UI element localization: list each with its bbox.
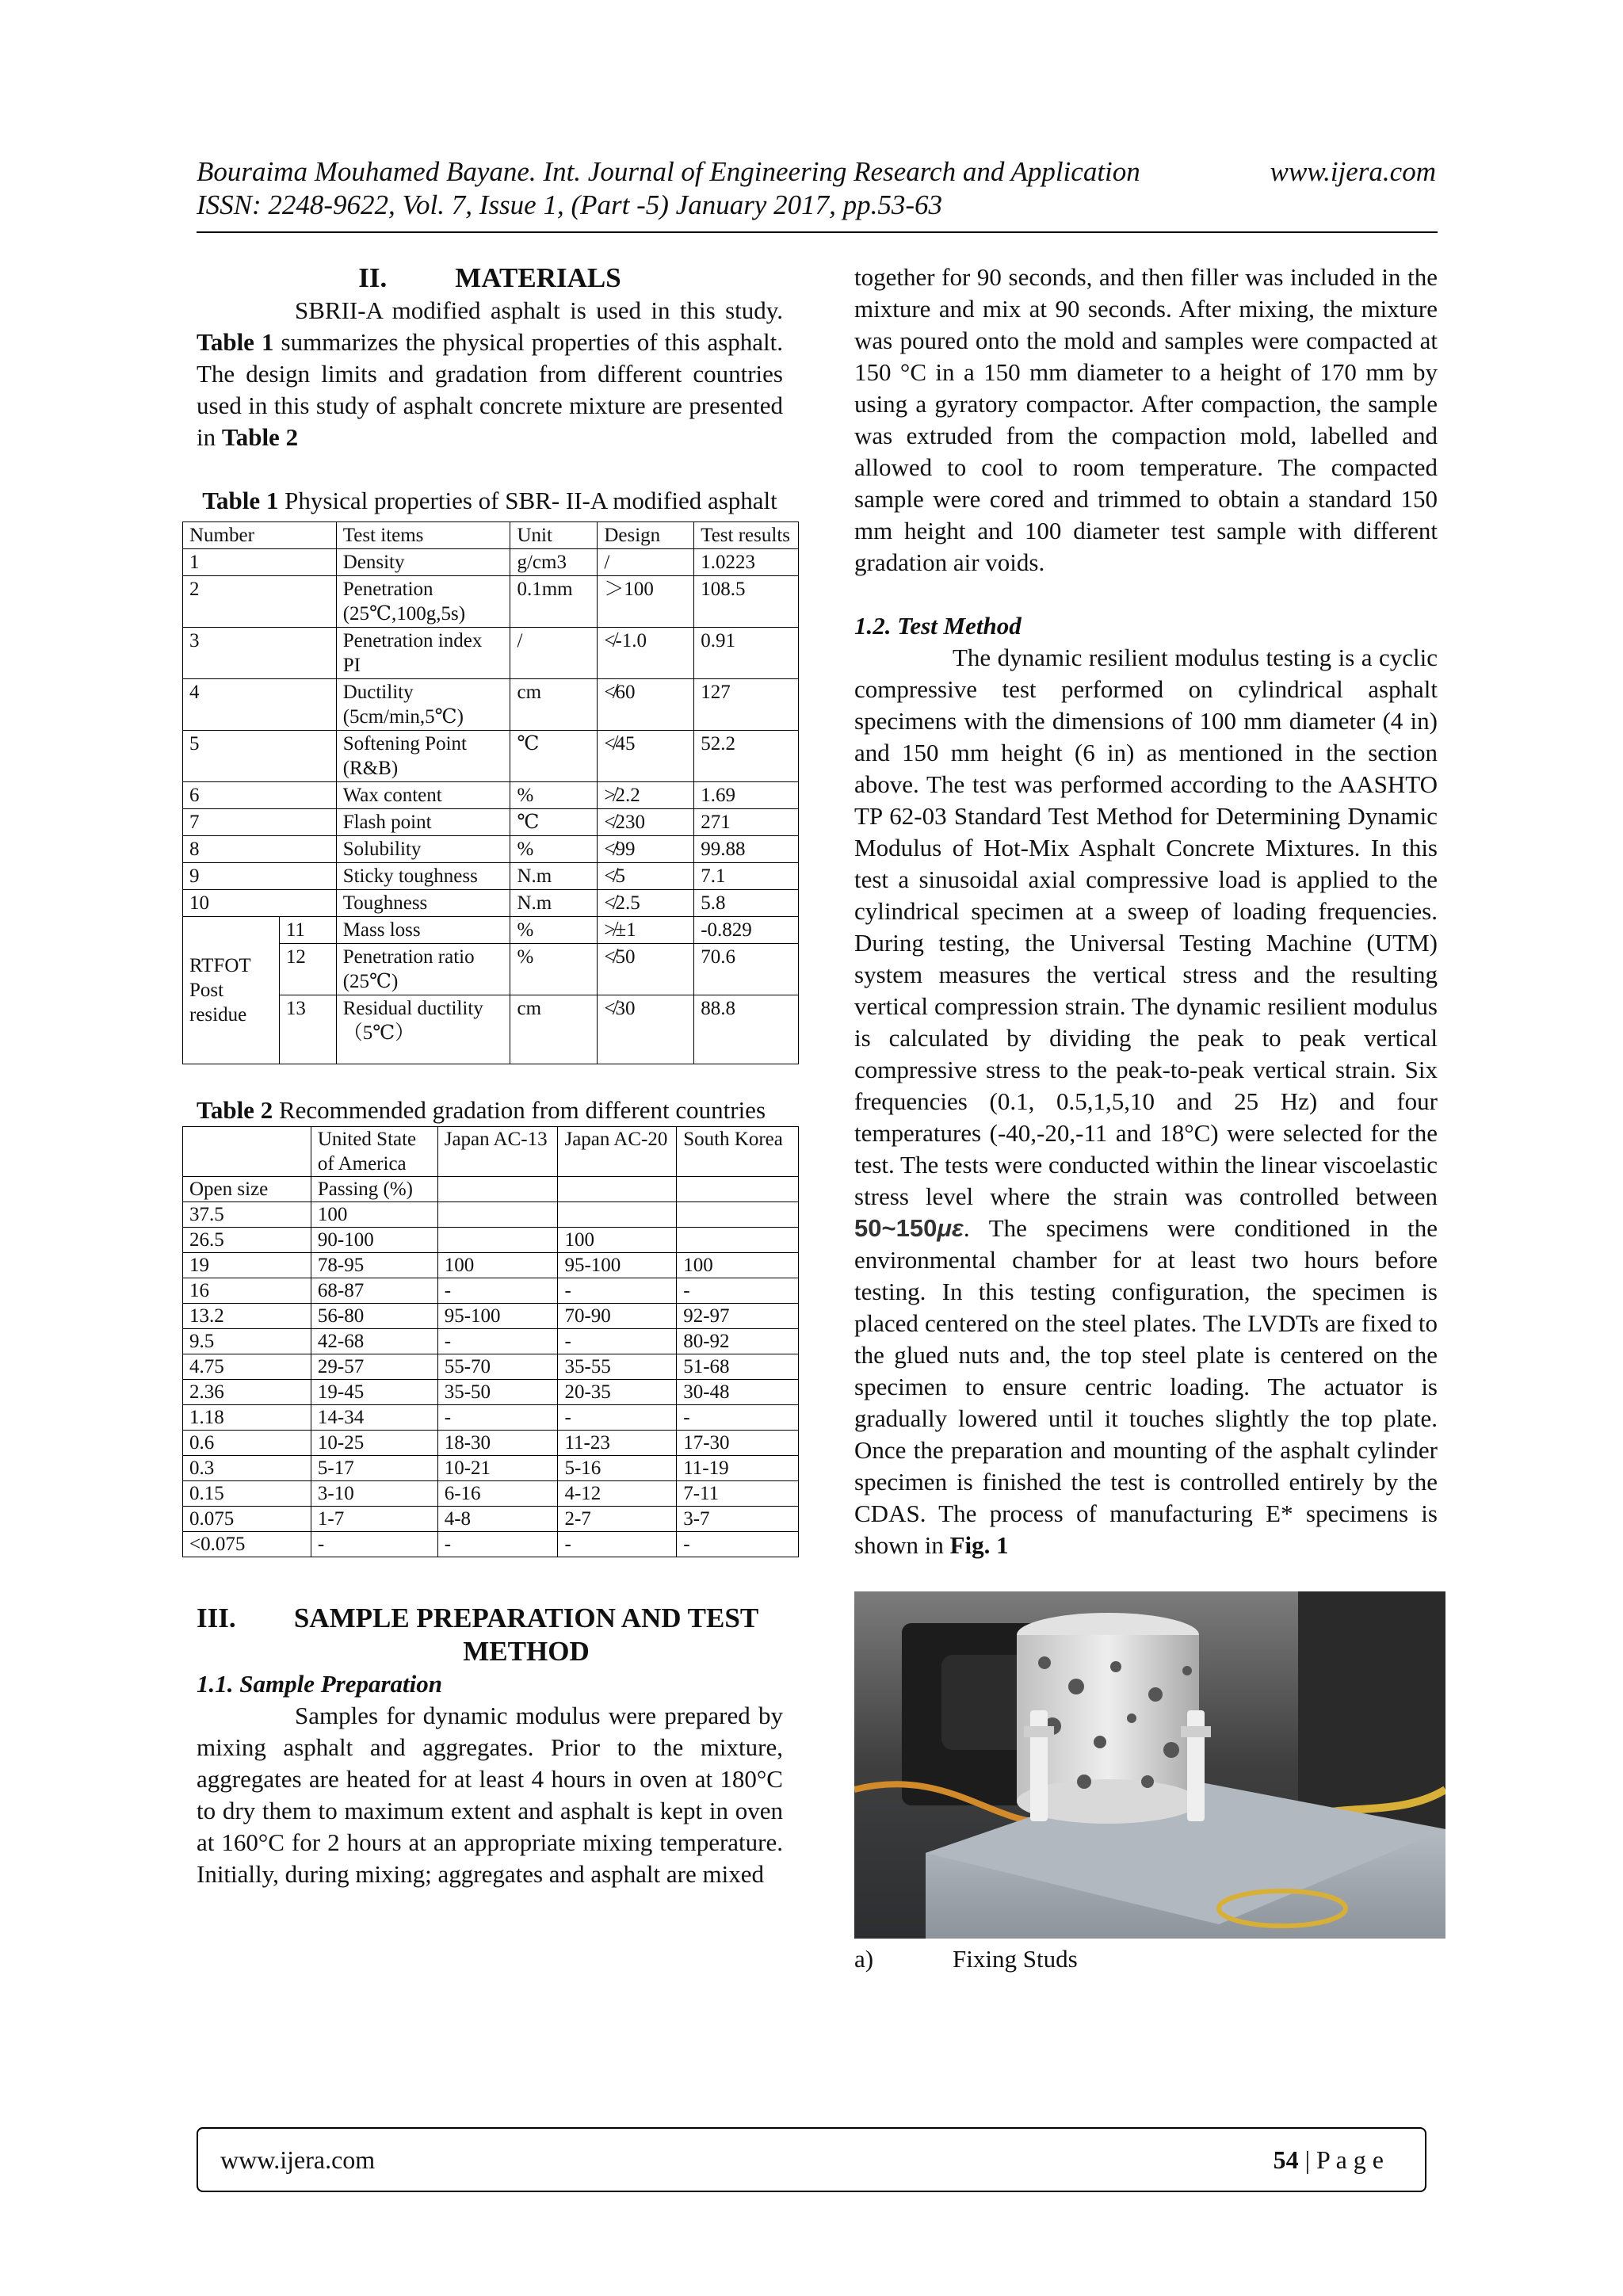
table-row: 5 Softening Point (R&B) ℃ ≮45 52.2	[183, 731, 799, 782]
table-row: United State of America Japan AC-13 Japan AC-20 South Korea	[183, 1127, 799, 1177]
table-row: 7 Flash point ℃ ≮230 271	[183, 809, 799, 836]
sample-prep-continuation: together for 90 seconds, and then filler was included in the mixture and mix at 90 seconds. After mixing, the mixture was poured onto the mold and samples were compacted at 150 °C in a 150 mm diameter to a height of 170 mm by using a gyratory compactor. After compaction, the sample was extruded from the compaction mold, labelled and allowed to cool to room temperature. The compacted sample were cored and trimmed to obtain a standard 150 mm height and 100 diameter test sample with different gradation air voids.	[854, 263, 1438, 576]
table-row: 26.5 90-100 100	[183, 1228, 799, 1253]
figure-caption-text: Fixing Studs	[953, 1945, 1078, 1973]
table-row: 6 Wax content % ≯2.2 1.69	[183, 782, 799, 809]
table-row: 0.15 3-10 6-16 4-12 7-11	[183, 1481, 799, 1507]
figure-label: a)	[854, 1945, 874, 1973]
table-row: 1 Density g/cm3 / 1.0223	[183, 549, 799, 576]
table-row: RTFOT Post residue 11 Mass loss % ≯±1 -0.829	[183, 917, 799, 944]
table-row: 37.5 100	[183, 1202, 799, 1228]
table-row: 1.18 14-34 - - -	[183, 1405, 799, 1431]
table-row: 9 Sticky toughness N.m ≮5 7.1	[183, 863, 799, 890]
table-1	[182, 521, 799, 1064]
table-row: <0.075 - - - -	[183, 1532, 799, 1557]
fixing-studs-illustration	[854, 1591, 1445, 1939]
table-1-caption: Table 1 Physical properties of SBR- II-A modified asphalt	[202, 487, 777, 514]
table-row: Number Test items Unit Design Test results	[183, 522, 799, 549]
footer-website[interactable]: www.ijera.com	[220, 2145, 376, 2174]
table-row: 4 Ductility (5cm/min,5℃) cm ≮60 127	[183, 679, 799, 731]
test-method-paragraph: The dynamic resilient modulus testing is a cyclic compressive test performed on cylindrical asphalt specimens with the dimensions of 100 mm diameter (4 in) and 150 mm height (6 in) as mentioned in the section above. The test was performed according to the AASHTO TP 62-03 Standard Test Method for Determining Dynamic Modulus of Hot-Mix Asphalt Concrete Mixtures. In this test a sinusoidal axial compressive load is applied to the cylindrical specimen at a sweep of loading frequencies. During testing, the Universal Testing Machine (UTM) system measures the vertical stress and the resulting vertical compression strain. The dynamic resilient modulus is calculated by dividing the peak to peak vertical compressive stress to the peak-to-peak vertical strain. Six frequencies (0.1, 0.5,1,5,10 and 25 Hz) and four temperatures (-40,-20,-11 and 18°C) were selected for the test. The tests were conducted within the linear viscoelastic stress level where the strain was controlled between 50~150με. The specimens were conditioned in the environmental chamber for at least two hours before testing. In this testing configuration, the specimen is placed centered on the steel plates. The LVDTs are fixed to the glued nuts and, the top steel plate is centered on the specimen to ensure centric loading. The actuator is gradually lowered until it touches slightly the top plate. Once the preparation and mounting of the asphalt cylinder specimen is finished the test is controlled entirely by the CDAS. The process of manufacturing E* specimens is shown in Fig. 1	[854, 644, 1438, 1559]
sample-prep-paragraph: Samples for dynamic modulus were prepared by mixing asphalt and aggregates. Prior to the mixture, aggregates are heated for at least 4 hours in oven at 180°C to dry them to maximum extent and asphalt is kept in oven at 160°C for 2 hours at an appropriate mixing temperature. Initially, during mixing; aggregates and asphalt are mixed	[197, 1702, 783, 1888]
right-column	[854, 262, 1438, 1975]
table-row: 0.075 1-7 4-8 2-7 3-7	[183, 1507, 799, 1532]
subsection-1-2-heading: 1.2. Test Method	[854, 612, 1022, 640]
header-rule	[197, 231, 1438, 233]
table-row: 4.75 29-57 55-70 35-55 51-68	[183, 1354, 799, 1380]
table-row: 10 Toughness N.m ≮2.5 5.8	[183, 890, 799, 917]
strain-range-formula: 50~150με	[854, 1214, 964, 1242]
table-row: Open size Passing (%)	[183, 1177, 799, 1202]
table-row: 0.3 5-17 10-21 5-16 11-19	[183, 1456, 799, 1481]
header-journal: Bouraima Mouhamed Bayane. Int. Journal of Engineering Research and Application	[197, 156, 1140, 187]
table-2-caption: Table 2 Recommended gradation from different countries	[197, 1096, 766, 1124]
left-column	[189, 262, 791, 1890]
header-issn: ISSN: 2248-9622, Vol. 7, Issue 1, (Part -5) January 2017, pp.53-63	[197, 189, 943, 220]
table-row: 3 Penetration index PI / ≮-1.0 0.91	[183, 628, 799, 679]
section-3-heading: III. SAMPLE PREPARATION AND TEST METHOD	[197, 1603, 759, 1667]
rtfot-label: RTFOT Post residue	[183, 917, 280, 1064]
table-row: 12 Penetration ratio (25℃) % ≮50 70.6	[183, 944, 799, 995]
section-2-heading: II. MATERIALS	[358, 262, 621, 293]
table-row: 2 Penetration (25℃,100g,5s) 0.1mm ＞100 108.5	[183, 576, 799, 628]
table-row: 13.2 56-80 95-100 70-90 92-97	[183, 1304, 799, 1329]
table-2	[182, 1126, 799, 1557]
table-row: 19 78-95 100 95-100 100	[183, 1253, 799, 1278]
table-row: 16 68-87 - - -	[183, 1278, 799, 1304]
subsection-1-1-heading: 1.1. Sample Preparation	[197, 1670, 443, 1698]
running-header	[197, 155, 1436, 222]
table-row: 2.36 19-45 35-50 20-35 30-48	[183, 1380, 799, 1405]
table-row: 9.5 42-68 - - 80-92	[183, 1329, 799, 1354]
page-footer	[197, 2127, 1426, 2192]
table-row: 0.6 10-25 18-30 11-23 17-30	[183, 1431, 799, 1456]
page-number: 54 | P a g e	[1273, 2145, 1384, 2174]
table-row: 13 Residual ductility （5℃） cm ≮30 88.8	[183, 995, 799, 1064]
fixing-studs-photo	[854, 1591, 1445, 1939]
section-2-paragraph: SBRII-A modified asphalt is used in this study. Table 1 summarizes the physical properties of this asphalt. The design limits and gradation from different countries used in this study of asphalt concrete mixture are presented in Table 2	[197, 296, 784, 451]
table-row: 8 Solubility % ≮99 99.88	[183, 836, 799, 863]
header-website[interactable]: www.ijera.com	[1270, 156, 1436, 187]
figure-caption	[854, 1943, 1438, 1975]
